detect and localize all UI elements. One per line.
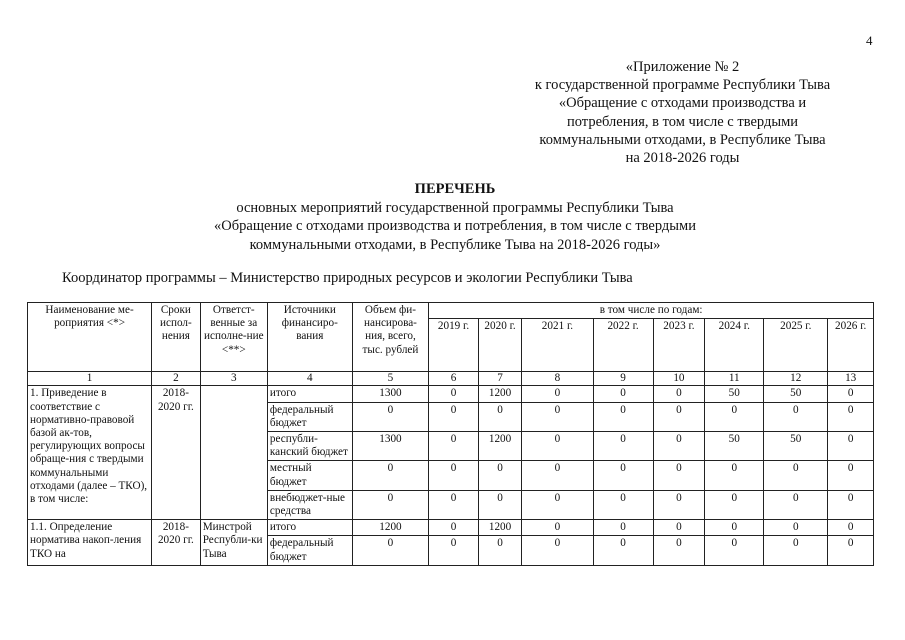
year-value: 0 — [522, 432, 593, 461]
header-year: 2021 г. — [522, 319, 593, 372]
year-value: 0 — [764, 536, 828, 565]
year-value: 0 — [705, 490, 764, 519]
year-value: 0 — [828, 461, 874, 490]
year-value: 0 — [764, 402, 828, 431]
year-value: 1200 — [478, 432, 521, 461]
document-title: ПЕРЕЧЕНЬ — [414, 181, 496, 197]
appendix-line: «Обращение с отходами производства и — [558, 95, 807, 112]
column-number: 11 — [705, 372, 764, 386]
header-row — [28, 303, 874, 319]
year-value: 0 — [764, 461, 828, 490]
year-value: 0 — [705, 536, 764, 565]
year-value: 1200 — [478, 386, 521, 402]
column-number: 4 — [267, 372, 352, 386]
year-value: 0 — [828, 386, 874, 402]
funding-source: внебюджет-ные средства — [267, 490, 352, 519]
year-value: 1200 — [478, 520, 521, 536]
appendix-line: «Приложение № 2 — [625, 59, 740, 75]
year-value: 0 — [593, 461, 653, 490]
year-value: 0 — [653, 386, 705, 402]
funding-source: федеральный бюджет — [267, 402, 352, 431]
column-number: 9 — [593, 372, 653, 386]
year-value: 0 — [429, 402, 479, 431]
year-value: 0 — [828, 490, 874, 519]
appendix-line: на 2018-2026 годы — [625, 150, 740, 167]
column-number: 1 — [28, 372, 152, 386]
measure-name: 1. Приведение в соответствие с нормативно-правовой базой ак-тов, регулирующих вопросы обраще-ния с твердыми коммунальными отходами (далее – ТКО), в том числе: — [28, 386, 152, 520]
column-numbers-row — [28, 372, 874, 386]
year-value: 50 — [705, 432, 764, 461]
year-value: 0 — [653, 536, 705, 565]
column-number: 10 — [653, 372, 705, 386]
heading-line: «Обращение с отходами производства и потребления, в том числе с твердыми — [214, 218, 696, 234]
page-number: 4 — [866, 33, 873, 48]
year-value: 0 — [593, 432, 653, 461]
funding-total: 0 — [352, 461, 429, 490]
year-value: 0 — [478, 536, 521, 565]
year-value: 0 — [522, 386, 593, 402]
header-year: 2024 г. — [705, 319, 764, 372]
measure-name: 1.1. Определение норматива накоп-ления ТКО на — [28, 520, 152, 566]
header-year: 2022 г. — [593, 319, 653, 372]
header-volume: Объем фи-нансирова-ния, всего, тыс. рублей — [352, 303, 429, 372]
column-number: 8 — [522, 372, 593, 386]
column-number: 2 — [152, 372, 201, 386]
year-value: 0 — [653, 520, 705, 536]
heading-line: основных мероприятий государственной программы Республики Тыва — [236, 199, 674, 216]
funding-source: местный бюджет — [267, 461, 352, 490]
column-number: 6 — [429, 372, 479, 386]
year-value: 50 — [764, 432, 828, 461]
year-value: 0 — [653, 490, 705, 519]
funding-source: итого — [267, 386, 352, 402]
header-sources: Источники финансиро-вания — [267, 303, 352, 372]
year-value: 0 — [522, 490, 593, 519]
year-value: 0 — [593, 520, 653, 536]
year-value: 0 — [593, 536, 653, 565]
header-responsible: Ответст-венные за исполне-ние <**> — [200, 303, 267, 372]
heading-line: коммунальными отходами, в Республике Тыва на 2018-2026 годы» — [249, 236, 661, 253]
appendix-block — [520, 58, 845, 167]
year-value: 0 — [429, 432, 479, 461]
year-value: 0 — [705, 402, 764, 431]
year-value: 0 — [429, 386, 479, 402]
year-value: 0 — [828, 536, 874, 565]
year-value: 0 — [593, 386, 653, 402]
header-year: 2020 г. — [478, 319, 521, 372]
appendix-line: к государственной программе Республики Тыва — [534, 77, 831, 94]
year-value: 0 — [522, 520, 593, 536]
year-value: 0 — [429, 536, 479, 565]
header-year: 2026 г. — [828, 319, 874, 372]
column-number: 7 — [478, 372, 521, 386]
year-value: 0 — [764, 490, 828, 519]
measure-responsible — [200, 386, 267, 520]
funding-total: 0 — [352, 536, 429, 565]
header-year: 2025 г. — [764, 319, 828, 372]
column-number: 3 — [200, 372, 267, 386]
program-coordinator: Координатор программы – Министерство природных ресурсов и экологии Республики Тыва — [62, 270, 633, 286]
year-value: 0 — [478, 490, 521, 519]
header-year: 2023 г. — [653, 319, 705, 372]
funding-total: 1300 — [352, 432, 429, 461]
funding-total: 1300 — [352, 386, 429, 402]
header-name: Наименование ме-роприятия <*> — [28, 303, 152, 372]
header-by-years: в том числе по годам: — [429, 303, 874, 319]
table-row — [28, 520, 874, 536]
measure-responsible: Минстрой Республи-ки Тыва — [200, 520, 267, 566]
column-number: 5 — [352, 372, 429, 386]
year-value: 0 — [522, 461, 593, 490]
year-value: 0 — [653, 461, 705, 490]
column-number: 12 — [764, 372, 828, 386]
year-value: 0 — [828, 402, 874, 431]
year-value: 0 — [478, 402, 521, 431]
year-value: 0 — [705, 461, 764, 490]
measure-term: 2018-2020 гг. — [152, 520, 201, 566]
year-value: 0 — [828, 432, 874, 461]
year-value: 0 — [653, 432, 705, 461]
funding-total: 1200 — [352, 520, 429, 536]
year-value: 0 — [429, 520, 479, 536]
funding-total: 0 — [352, 402, 429, 431]
year-value: 0 — [705, 520, 764, 536]
column-number: 13 — [828, 372, 874, 386]
year-value: 0 — [593, 490, 653, 519]
funding-source: федеральный бюджет — [267, 536, 352, 565]
appendix-line: коммунальными отходами, в Республике Тыва — [539, 131, 826, 148]
year-value: 50 — [764, 386, 828, 402]
funding-source: итого — [267, 520, 352, 536]
measures-table — [27, 302, 874, 566]
year-value: 50 — [705, 386, 764, 402]
year-value: 0 — [522, 536, 593, 565]
year-value: 0 — [593, 402, 653, 431]
year-value: 0 — [478, 461, 521, 490]
funding-total: 0 — [352, 490, 429, 519]
year-value: 0 — [828, 520, 874, 536]
measure-term: 2018-2020 гг. — [152, 386, 201, 520]
year-value: 0 — [522, 402, 593, 431]
funding-source: республи-канский бюджет — [267, 432, 352, 461]
document-heading — [120, 180, 790, 254]
header-year: 2019 г. — [429, 319, 479, 372]
year-value: 0 — [429, 490, 479, 519]
table-row — [28, 386, 874, 402]
appendix-line: потребления, в том числе с твердыми — [566, 113, 799, 130]
header-term: Сроки испол-нения — [152, 303, 201, 372]
year-value: 0 — [764, 520, 828, 536]
year-value: 0 — [429, 461, 479, 490]
year-value: 0 — [653, 402, 705, 431]
